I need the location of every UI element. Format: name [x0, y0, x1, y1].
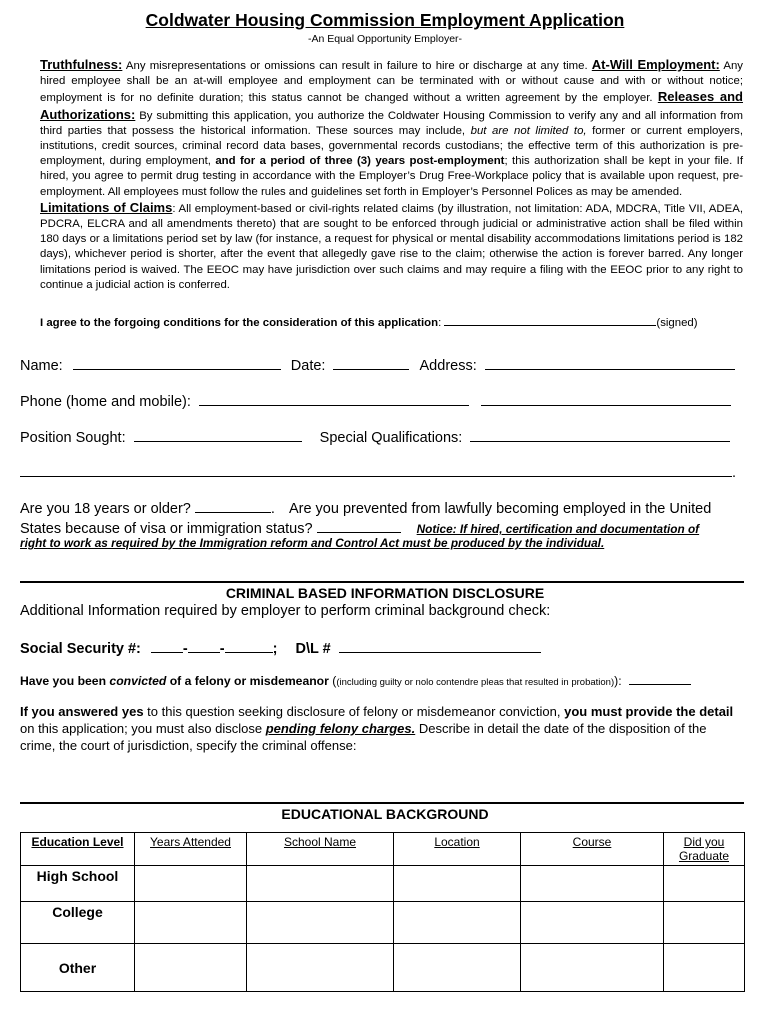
age-question: Are you 18 years or older?: [20, 501, 191, 517]
ssn-part2-field[interactable]: [188, 638, 220, 653]
page-title: Coldwater Housing Commission Employment Application: [145, 10, 625, 30]
releases-bold: and for a period of three (3) years post-employment: [215, 155, 505, 168]
position-label: Position Sought:: [20, 430, 126, 446]
extra-line-row: [20, 462, 736, 481]
graduate-cell[interactable]: [664, 944, 745, 992]
date-field[interactable]: [333, 355, 409, 370]
limitations-heading: Limitations of Claims: [40, 199, 173, 215]
name-field[interactable]: [73, 355, 281, 370]
graduate-cell[interactable]: [664, 866, 745, 902]
visa-question: Are you prevented from lawfully becoming employed in the United: [288, 501, 712, 517]
dl-label: D\L #: [295, 641, 331, 657]
agree-colon: :: [438, 317, 445, 329]
visa-question: States because of visa or immigration status?: [20, 521, 313, 537]
agree-text: I agree to the forgoing conditions for the consideration of this application: [40, 317, 439, 329]
column-header: Did you Graduate: [664, 833, 745, 866]
felony-question-text: Have you been: [20, 674, 110, 688]
criminal-intro: Additional Information required by employer to perform criminal background check:: [20, 603, 551, 619]
school-cell[interactable]: [247, 902, 394, 944]
ssn-dash: -: [182, 641, 188, 657]
education-table: [20, 832, 745, 992]
years-cell[interactable]: [135, 866, 247, 902]
row-label: Other: [21, 944, 135, 992]
course-cell[interactable]: [521, 866, 664, 902]
position-row: [20, 427, 730, 446]
table-row: [21, 944, 745, 992]
phone-row: [20, 391, 731, 410]
row-label: College: [21, 902, 135, 944]
column-header: Location: [394, 833, 521, 866]
releases-italic: but are not limited to,: [470, 124, 587, 137]
graduate-cell[interactable]: [664, 902, 745, 944]
felony-question-text: of a felony or misdemeanor: [166, 674, 329, 688]
if-yes-bold: If you answered yes: [20, 704, 144, 719]
atwill-text: Any hired employee shall be an at-will employee and employment can be terminated with or without cause and with or without notice; employment is for no definite duration; this status cannot be changed without a written agreement by the employer.: [40, 60, 743, 105]
education-section-title: EDUCATIONAL BACKGROUND: [281, 806, 489, 822]
name-row: [20, 355, 735, 374]
course-cell[interactable]: [521, 902, 664, 944]
section-divider: [20, 802, 744, 804]
ssn-row: [20, 638, 541, 657]
legal-terms: [40, 57, 743, 293]
dl-field[interactable]: [339, 638, 541, 653]
table-row: [21, 902, 745, 944]
releases-text: ; this authorization shall be kept in your file. If hired, you agree to permit drug testing in accordance with the Employer’s Drug Free-Workplace policy that is available upon request, pre-employment. All employees must follow the rules and guidelines set forth in Employer’s Personnel Polices as may be amended.: [40, 155, 743, 198]
location-cell[interactable]: [394, 944, 521, 992]
atwill-heading: At-Will Employment:: [591, 57, 720, 72]
ssn-part1-field[interactable]: [151, 638, 183, 653]
qualifications-label: Special Qualifications:: [319, 430, 463, 446]
column-header: School Name: [247, 833, 394, 866]
position-field[interactable]: [134, 427, 302, 442]
if-yes-text: to this question seeking disclosure of felony or misdemeanor conviction,: [143, 704, 565, 719]
table-row: [21, 866, 745, 902]
column-header: Course: [521, 833, 664, 866]
if-yes-instructions: [20, 703, 744, 754]
date-label: Date:: [290, 358, 326, 374]
signed-label: (signed): [656, 317, 698, 329]
criminal-section-title: CRIMINAL BASED INFORMATION DISCLOSURE: [225, 585, 545, 601]
releases-text: former or current employers, institutions, credit sources, criminal record data bases, governmental records custodians; the effective term of this authorization is pre-employment, during employment,: [40, 124, 743, 168]
ssn-part3-field[interactable]: [225, 638, 273, 653]
releases-text: By submitting this application, you authorize the Coldwater Housing Commission to verify any and all information from third parties that possess the historical information. These sources may include,: [40, 109, 743, 137]
if-yes-bold: you must provide the detail: [564, 704, 734, 719]
age-field[interactable]: [195, 498, 271, 513]
felony-question-convicted: convicted: [109, 674, 167, 688]
felony-question: Have you been convicted of a felony or misdemeanor ((including guilty or nolo contendre pleas that resulted in probation)):: [20, 673, 691, 688]
felony-question-colon: :: [618, 674, 622, 688]
qualifications-field[interactable]: [470, 427, 730, 442]
location-cell[interactable]: [394, 902, 521, 944]
school-cell[interactable]: [247, 944, 394, 992]
felony-answer-field[interactable]: [629, 673, 691, 685]
column-header: Years Attended: [135, 833, 247, 866]
pending-felony-text: pending felony charges.: [265, 721, 416, 736]
course-cell[interactable]: [521, 944, 664, 992]
table-header-row: [21, 833, 745, 866]
name-label: Name:: [20, 358, 63, 374]
address-label: Address:: [419, 358, 477, 374]
signature-field[interactable]: [444, 314, 656, 326]
age-period: .: [270, 501, 275, 517]
truthfulness-text: Any misrepresentations or omissions can result in failure to hire or discharge at any time.: [122, 60, 592, 72]
phone-home-field[interactable]: [199, 391, 469, 406]
ssn-dash: -: [219, 641, 225, 657]
agreement-line: [40, 314, 743, 329]
years-cell[interactable]: [135, 944, 247, 992]
releases-heading: Releases and Authorizations:: [40, 89, 743, 122]
if-yes-text: Describe in detail the date of the disposition of the crime, the court of jurisdiction, specify the criminal offense:: [20, 721, 707, 753]
ssn-semicolon: ;: [272, 641, 278, 657]
if-yes-text: on this application; you must also disclose: [20, 721, 266, 736]
address-field[interactable]: [485, 355, 735, 370]
eligibility-block: [20, 498, 750, 538]
phone-mobile-field[interactable]: [481, 391, 731, 406]
row-label: High School: [21, 866, 135, 902]
felony-question-note: (including guilty or nolo contendre pleas that resulted in probation): [336, 677, 615, 688]
extra-line-field[interactable]: [20, 462, 732, 477]
extra-line-period: .: [732, 465, 737, 481]
limitations-text: : All employment-based or civil-rights related claims (by illustration, not limitation: ADA, MDCRA, Title VII, ADEA, PDCRA, ELCRA and all amendments thereto) that are sought to be enforced through judicial or administrative action shall be filed within 180 days or a limitations period set by law (for instance, a request for physical or mental disability accommodations limitations period is 182 days), whichever period is shorter, after the event that allegedly gave rise to the claim; otherwise the action is forever barred. Any longer limitations period is waived. The EEOC may have jurisdiction over such claims and may require a filing with the EEOC prior to any right to continue a judicial action is conferred.: [40, 202, 743, 291]
years-cell[interactable]: [135, 902, 247, 944]
visa-field[interactable]: [317, 518, 401, 533]
truthfulness-heading: Truthfulness:: [40, 57, 123, 72]
section-divider: [20, 581, 744, 583]
column-header: Education Level: [21, 833, 135, 866]
page-subtitle: -An Equal Opportunity Employer-: [307, 33, 463, 45]
ssn-label: Social Security #:: [20, 641, 141, 657]
school-cell[interactable]: [247, 866, 394, 902]
phone-label: Phone (home and mobile):: [20, 394, 191, 410]
notice-text: Notice: If hired, certification and documentation of: [416, 522, 700, 536]
location-cell[interactable]: [394, 866, 521, 902]
notice-text: right to work as required by the Immigration reform and Control Act must be produced by the individual.: [20, 536, 605, 550]
